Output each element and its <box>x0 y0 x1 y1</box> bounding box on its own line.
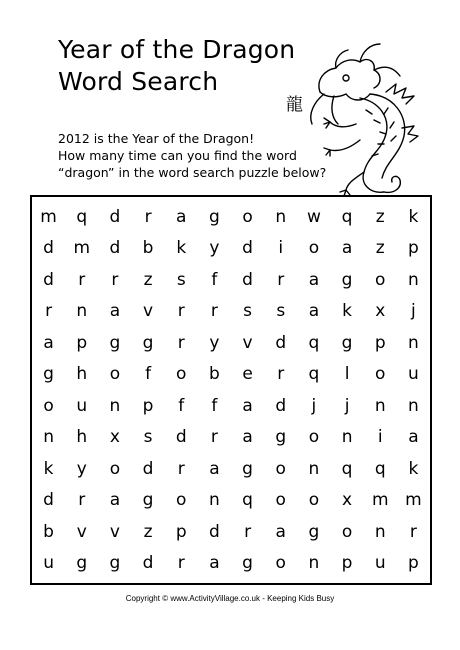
grid-letter[interactable]: q <box>341 458 353 479</box>
grid-letter[interactable]: n <box>43 427 54 448</box>
grid-letter[interactable]: a <box>341 238 353 259</box>
grid-letter[interactable]: i <box>278 238 284 259</box>
grid-letter[interactable]: b <box>142 238 154 259</box>
grid-letter[interactable]: r <box>78 490 86 511</box>
grid-letter[interactable]: n <box>308 553 320 574</box>
grid-letter[interactable]: n <box>374 395 386 416</box>
grid-letter[interactable]: i <box>377 427 383 448</box>
grid-letter[interactable]: v <box>143 301 154 322</box>
grid-letter[interactable]: f <box>178 395 185 416</box>
grid-letter[interactable]: n <box>408 269 419 290</box>
grid-letter[interactable]: d <box>43 238 54 259</box>
grid-letter[interactable]: r <box>244 521 252 542</box>
grid-letter[interactable]: a <box>308 269 320 290</box>
grid-letter[interactable]: j <box>411 301 416 322</box>
grid-letter[interactable]: d <box>242 238 253 259</box>
grid-letter[interactable]: o <box>375 364 386 385</box>
grid-letter[interactable]: k <box>408 458 419 479</box>
grid-letter[interactable]: q <box>242 490 253 511</box>
grid-letter[interactable]: d <box>109 206 121 227</box>
grid-letter[interactable]: p <box>341 553 353 574</box>
grid-letter[interactable]: n <box>308 458 320 479</box>
grid-letter[interactable]: g <box>242 553 253 574</box>
grid-letter[interactable]: f <box>211 395 218 416</box>
grid-letter[interactable]: a <box>408 427 419 448</box>
grid-letter[interactable]: f <box>145 364 152 385</box>
grid-letter[interactable]: e <box>242 364 253 385</box>
copyright-footer: Copyright © www.ActivityVillage.co.uk - Keeping Kids Busy <box>125 594 335 603</box>
grid-letter[interactable]: a <box>209 553 220 574</box>
grid-letter[interactable]: p <box>76 332 88 353</box>
grid-letter[interactable]: x <box>342 490 353 511</box>
grid-letter[interactable]: k <box>176 238 187 259</box>
grid-letter[interactable]: d <box>142 553 154 574</box>
grid-letter[interactable]: x <box>109 427 120 448</box>
grid-letter[interactable]: h <box>76 364 88 385</box>
grid-letter[interactable]: a <box>109 301 121 322</box>
grid-letter[interactable]: a <box>242 427 253 448</box>
grid-letter[interactable]: m <box>73 238 91 259</box>
grid-letter[interactable]: p <box>175 521 187 542</box>
grid-letter[interactable]: s <box>243 301 252 322</box>
grid-letter[interactable]: p <box>408 238 419 259</box>
grid-letter[interactable]: z <box>375 206 385 227</box>
grid-letter[interactable]: r <box>277 364 285 385</box>
grid-letter[interactable]: a <box>209 458 220 479</box>
grid-letter[interactable]: o <box>109 458 121 479</box>
grid-letter[interactable]: y <box>209 238 220 259</box>
grid-letter[interactable]: s <box>176 269 186 290</box>
grid-letter[interactable]: o <box>308 238 320 259</box>
grid-letter[interactable]: g <box>142 490 154 511</box>
grid-letter[interactable]: o <box>375 269 386 290</box>
grid-letter[interactable]: b <box>209 364 220 385</box>
grid-letter[interactable]: o <box>275 490 286 511</box>
grid-letter[interactable]: q <box>308 364 320 385</box>
grid-letter[interactable]: o <box>176 490 187 511</box>
grid-letter[interactable]: d <box>242 269 253 290</box>
grid-letter[interactable]: z <box>143 269 153 290</box>
grid-letter[interactable]: n <box>408 332 419 353</box>
instructions-line-3: “dragon” in the word search puzzle below? <box>58 165 327 180</box>
grid-letter[interactable]: n <box>109 395 121 416</box>
grid-letter[interactable]: y <box>76 458 87 479</box>
grid-letter[interactable]: g <box>109 553 121 574</box>
grid-letter[interactable]: s <box>276 301 286 322</box>
grid-letter[interactable]: x <box>375 301 386 322</box>
grid-letter[interactable]: y <box>209 332 220 353</box>
grid-letter[interactable]: h <box>76 427 88 448</box>
grid-letter[interactable]: r <box>45 301 53 322</box>
dragon-kanji: 龍 <box>286 95 303 115</box>
grid-letter[interactable]: r <box>144 206 152 227</box>
grid-letter[interactable]: r <box>177 553 185 574</box>
grid-letter[interactable]: q <box>341 206 353 227</box>
grid-letter[interactable]: n <box>275 206 287 227</box>
grid-letter[interactable]: g <box>308 521 320 542</box>
grid-letter[interactable]: m <box>405 490 422 511</box>
grid-letter[interactable]: w <box>306 206 321 227</box>
grid-letter[interactable]: j <box>311 395 317 416</box>
grid-letter[interactable]: d <box>275 332 287 353</box>
grid-letter[interactable]: r <box>177 458 185 479</box>
grid-letter[interactable]: n <box>209 490 220 511</box>
grid-letter[interactable]: r <box>409 521 417 542</box>
instructions <box>58 130 358 181</box>
grid-letter[interactable]: k <box>342 301 352 322</box>
grid-letter[interactable]: d <box>209 521 220 542</box>
grid-letter[interactable]: k <box>43 458 54 479</box>
grid-letter[interactable]: u <box>374 553 386 574</box>
grid-letter[interactable]: m <box>40 206 57 227</box>
grid-letter[interactable]: r <box>210 301 218 322</box>
grid-letter[interactable]: s <box>143 427 153 448</box>
grid-letter[interactable]: g <box>341 332 353 353</box>
grid-letter[interactable]: p <box>374 332 386 353</box>
grid-letter[interactable]: r <box>210 427 218 448</box>
grid-letter[interactable]: n <box>76 301 88 322</box>
grid-letter[interactable]: l <box>344 364 350 385</box>
grid-letter[interactable]: b <box>43 521 54 542</box>
grid-letter[interactable]: m <box>371 490 389 511</box>
grid-letter[interactable]: o <box>275 458 286 479</box>
grid-letter[interactable]: a <box>242 395 253 416</box>
grid-letter[interactable]: n <box>374 521 386 542</box>
grid-letter[interactable]: q <box>374 458 386 479</box>
grid-letter[interactable]: q <box>76 206 88 227</box>
grid-letter[interactable]: g <box>109 332 121 353</box>
grid-letter[interactable]: p <box>408 553 419 574</box>
title-line-1: Year of the Dragon <box>58 35 296 64</box>
grid-letter[interactable]: a <box>308 301 320 322</box>
grid-letter[interactable]: g <box>242 458 253 479</box>
grid-letter[interactable]: g <box>142 332 154 353</box>
grid-letter[interactable]: j <box>344 395 350 416</box>
grid-letter[interactable]: o <box>176 364 187 385</box>
grid-letter[interactable]: o <box>109 364 121 385</box>
grid-letter[interactable]: d <box>175 427 187 448</box>
grid-letter[interactable]: z <box>375 238 385 259</box>
grid-letter[interactable]: u <box>76 395 88 416</box>
grid-letter[interactable]: n <box>341 427 353 448</box>
grid-letter[interactable]: r <box>277 269 285 290</box>
grid-letter[interactable]: r <box>111 269 119 290</box>
grid-letter[interactable]: v <box>76 521 87 542</box>
grid-letter[interactable]: r <box>177 332 185 353</box>
grid-letter[interactable]: o <box>308 427 320 448</box>
grid-letter[interactable]: a <box>275 521 286 542</box>
grid-letter[interactable]: q <box>308 332 320 353</box>
grid-letter[interactable]: g <box>209 206 220 227</box>
word-search-grid <box>30 195 432 585</box>
grid-letter[interactable]: u <box>43 553 54 574</box>
grid-letter[interactable]: d <box>142 458 154 479</box>
grid-letter[interactable]: o <box>341 521 353 542</box>
grid-letter[interactable]: p <box>142 395 154 416</box>
grid-letter[interactable]: k <box>408 206 419 227</box>
grid-letter[interactable]: g <box>275 427 287 448</box>
grid-letter[interactable]: v <box>109 521 120 542</box>
grid-letter[interactable]: a <box>43 332 54 353</box>
grid-letter[interactable]: r <box>177 301 185 322</box>
grid-letter[interactable]: g <box>43 364 54 385</box>
grid-letter[interactable]: u <box>408 364 419 385</box>
grid-letter[interactable]: f <box>211 269 218 290</box>
page-title <box>58 34 318 98</box>
grid-letter[interactable]: a <box>109 490 121 511</box>
instructions-line-2: How many time can you find the word <box>58 148 297 163</box>
instructions-line-1: 2012 is the Year of the Dragon! <box>58 131 255 146</box>
grid-letter[interactable]: a <box>176 206 187 227</box>
grid-letter[interactable]: o <box>43 395 54 416</box>
grid-letter[interactable]: d <box>43 490 54 511</box>
grid-letter[interactable]: o <box>275 553 286 574</box>
grid-letter[interactable]: g <box>341 269 353 290</box>
grid-letter[interactable]: d <box>109 238 121 259</box>
grid-letter[interactable]: z <box>143 521 153 542</box>
grid-letter[interactable]: d <box>275 395 287 416</box>
grid-letter[interactable]: r <box>78 269 86 290</box>
grid-letter[interactable]: d <box>43 269 54 290</box>
grid-letter[interactable]: v <box>242 332 253 353</box>
grid-letter[interactable]: o <box>242 206 253 227</box>
grid-letter[interactable]: n <box>408 395 419 416</box>
grid-letter[interactable]: g <box>76 553 88 574</box>
title-line-2: Word Search <box>58 67 219 96</box>
grid-letter[interactable]: o <box>308 490 320 511</box>
